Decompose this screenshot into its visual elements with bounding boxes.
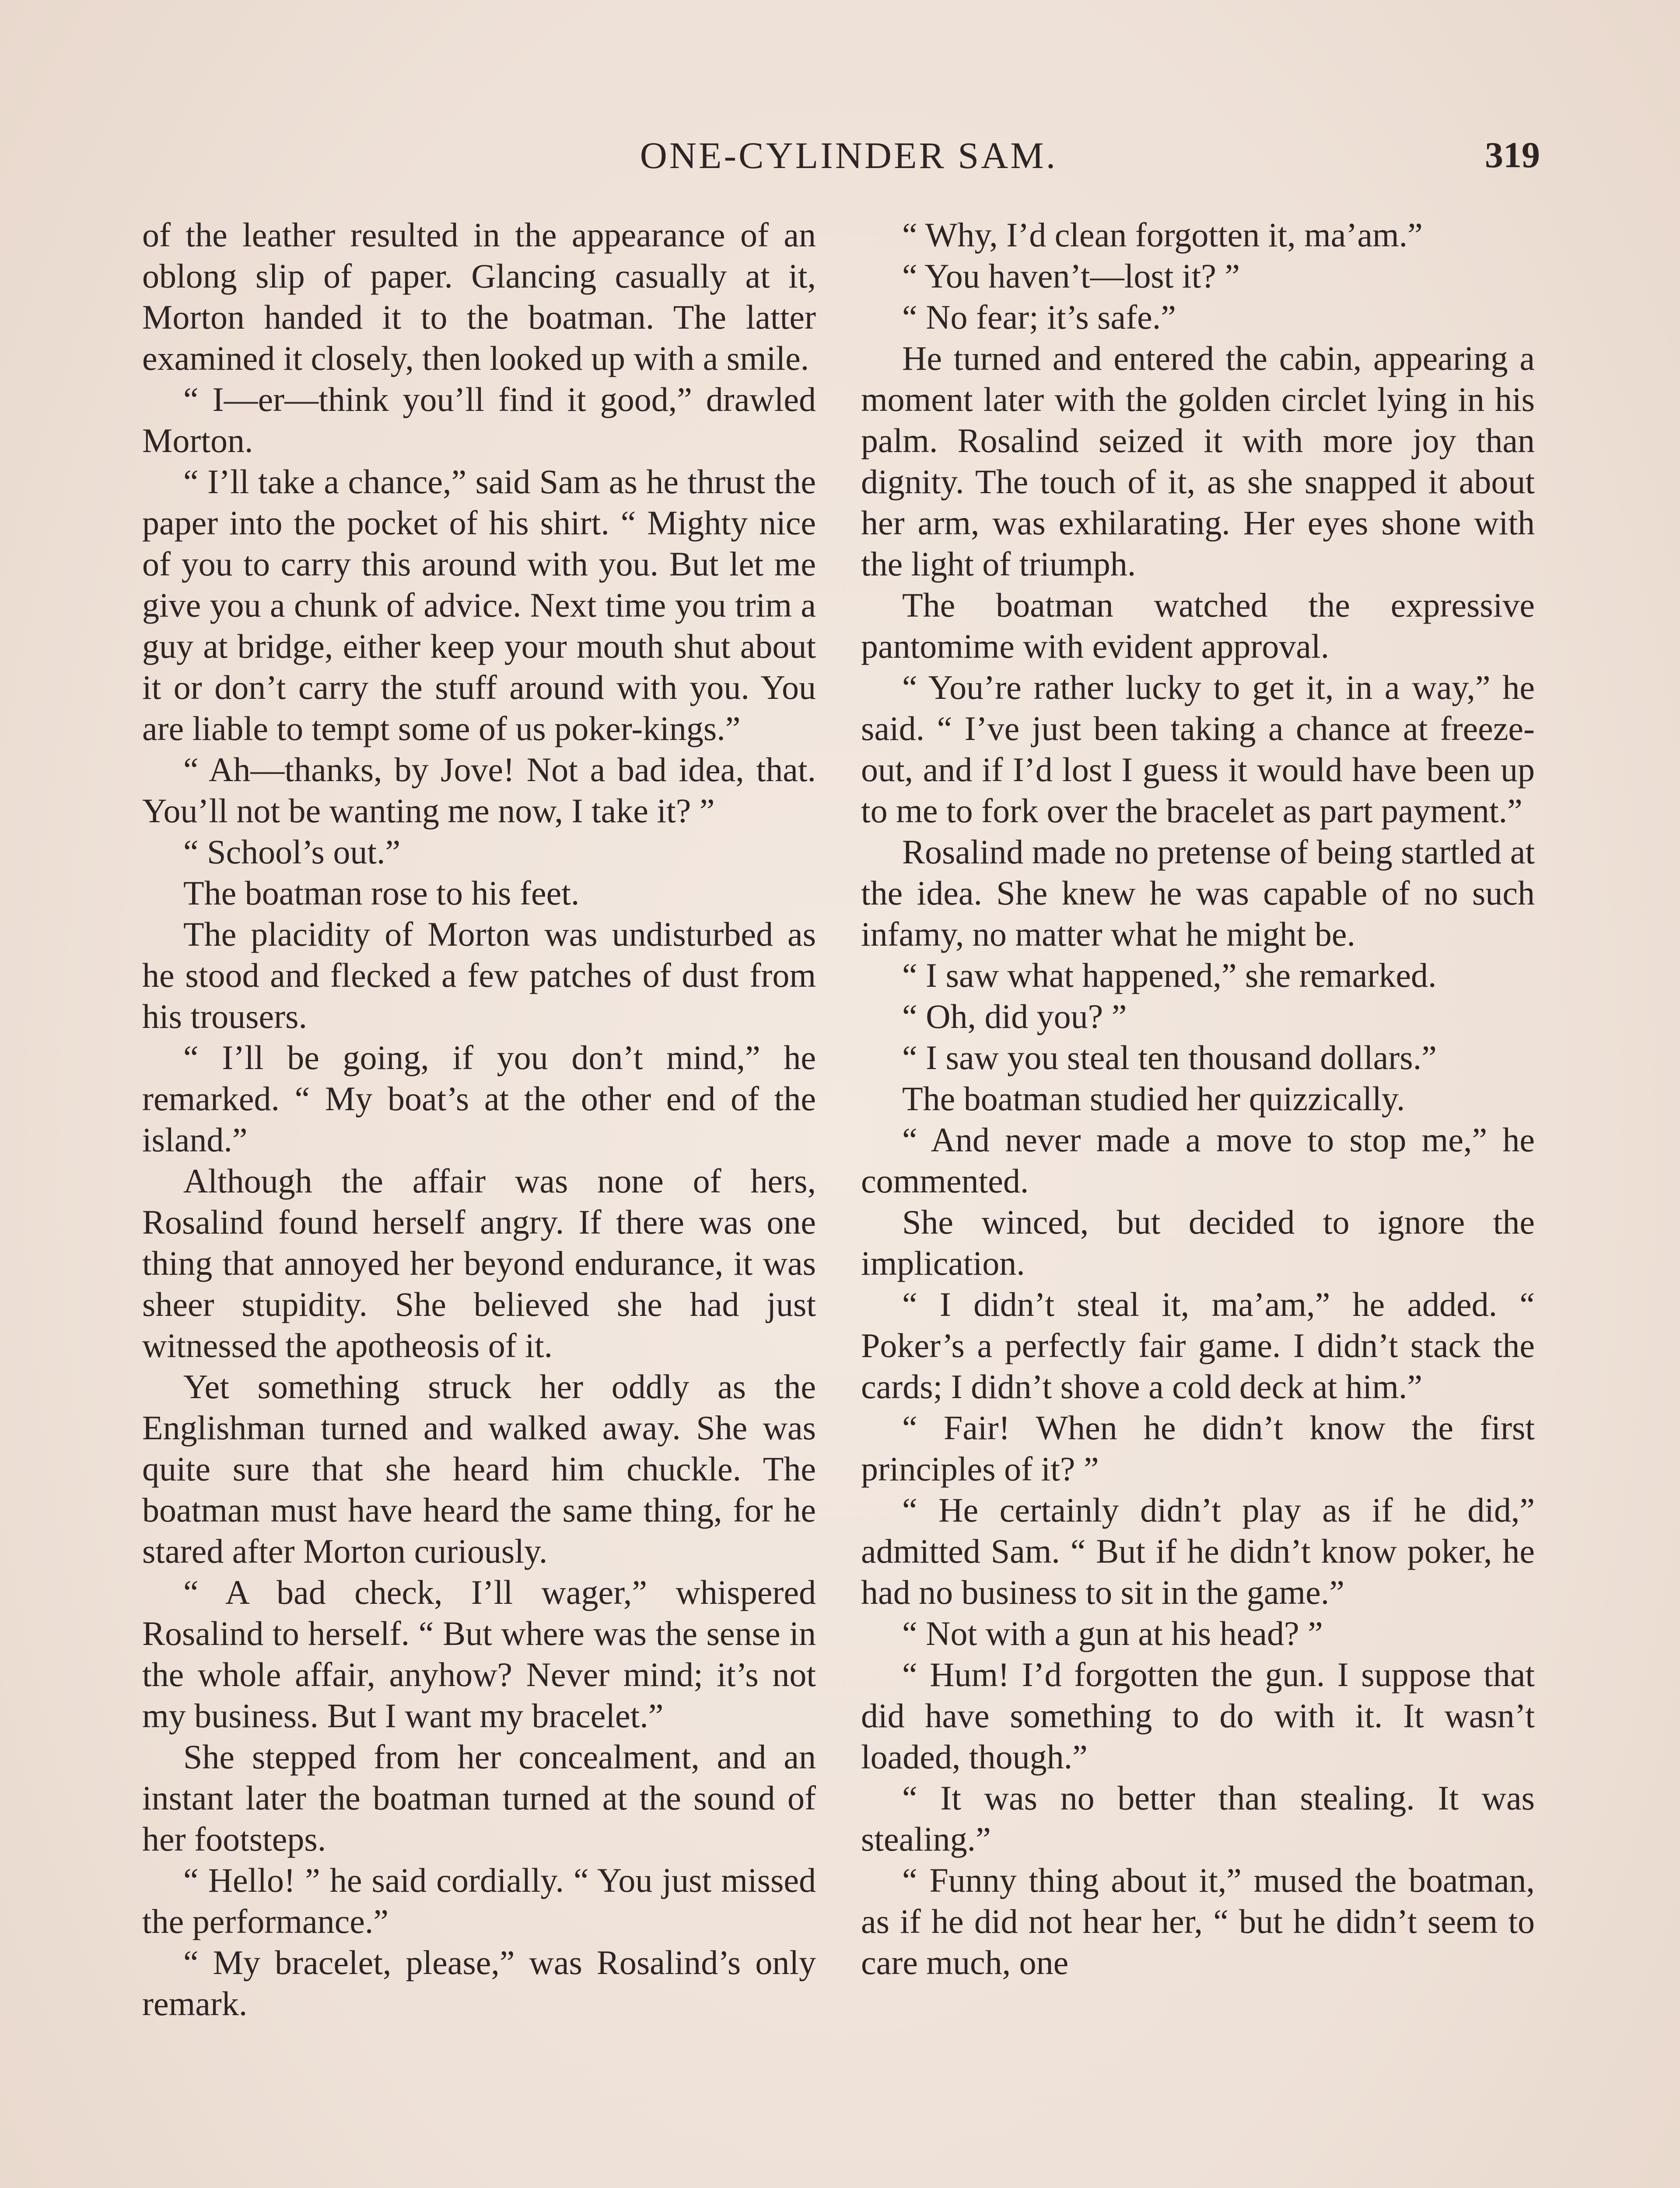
paragraph: “ Hello! ” he said cordially. “ You just missed the performance.” [142, 1861, 816, 1940]
paragraph: The placidity of Morton was undisturbed as he stood and flecked a few patches of dust from his trousers. [142, 915, 816, 1035]
paragraph: “ It was no better than stealing. It was stealing.” [861, 1779, 1535, 1858]
paragraph: “ And never made a move to stop me,” he commented. [861, 1121, 1535, 1200]
paragraph: “ Hum! I’d forgotten the gun. I suppose that did have something to do with it. It wasn’t loaded, though.” [861, 1655, 1535, 1776]
left-column [142, 214, 816, 2188]
paragraph: “ A bad check, I’ll wager,” whispered Rosalind to herself. “ But where was the sense in the whole affair, anyhow? Never mind; it’s not my business. But I want my bracelet.” [142, 1573, 816, 1735]
running-header [0, 131, 1680, 184]
paragraph: “ Fair! When he didn’t know the first principles of it? ” [861, 1409, 1535, 1488]
paragraph: She winced, but decided to ignore the implication. [861, 1203, 1535, 1282]
page-number: 319 [1485, 135, 1540, 175]
paragraph: “ I saw you steal ten thousand dollars.” [902, 1038, 1437, 1076]
paragraph: Rosalind made no pretense of being startled at the idea. She knew he was capable of no such infamy, no matter what he might be. [861, 833, 1535, 953]
paragraph: “ You haven’t—lost it? ” [902, 257, 1240, 295]
paragraph: “ I’ll be going, if you don’t mind,” he remarked. “ My boat’s at the other end of the island.” [142, 1038, 816, 1159]
paragraph: “ He certainly didn’t play as if he did,” admitted Sam. “ But if he didn’t know poker, he had no business to sit in the game.” [861, 1491, 1535, 1611]
paragraph: The boatman rose to his feet. [183, 874, 580, 912]
paragraph: Although the affair was none of hers, Rosalind found herself angry. If there was one thing that annoyed her beyond endurance, it was sheer stupidity. She believed she had just witnessed the apotheosis of it. [142, 1162, 816, 1364]
paragraph: “ My bracelet, please,” was Rosalind’s only remark. [142, 1943, 816, 2023]
right-column [861, 214, 1535, 2188]
paragraph: She stepped from her concealment, and an instant later the boatman turned at the sound of her footsteps. [142, 1738, 816, 1858]
paragraph: “ I didn’t steal it, ma’am,” he added. “ Poker’s a perfectly fair game. I didn’t stack the cards; I didn’t shove a cold deck at him.” [861, 1285, 1535, 1406]
paragraph: The boatman studied her quizzically. [902, 1080, 1405, 1118]
paragraph: “ No fear; it’s safe.” [902, 298, 1176, 336]
paragraph: Yet something struck her oddly as the Englishman turned and walked away. She was quite sure that she heard him chuckle. The boatman must have heard the same thing, for he stared after Morton curiously. [142, 1368, 816, 1570]
paragraph: “ Not with a gun at his head? ” [902, 1614, 1323, 1652]
paragraph: “ Ah—thanks, by Jove! Not a bad idea, that. You’ll not be wanting me now, I take it? ” [142, 750, 816, 830]
paragraph: “ Funny thing about it,” mused the boatman, as if he did not hear her, “ but he didn’t seem to care much, one [861, 1861, 1535, 1981]
running-title: ONE-CYLINDER SAM. [640, 134, 1058, 176]
paragraph: “ School’s out.” [183, 833, 401, 871]
paragraph: “ Why, I’d clean forgotten it, ma’am.” [902, 216, 1423, 254]
paragraph: “ I saw what happened,” she remarked. [902, 956, 1437, 994]
paragraph: “ You’re rather lucky to get it, in a way,” he said. “ I’ve just been taking a chance at freeze-out, and if I’d lost I guess it would have been up to me to fork over the bracelet as part payment.” [861, 668, 1535, 830]
paragraph: “ I’ll take a chance,” said Sam as he thrust the paper into the pocket of his shirt. “ Mighty nice of you to carry this around with you. But let me give you a chunk of advice. Next time you trim a guy at bridge, either keep your mouth shut about it or don’t carry the stuff around with you. You are liable to tempt some of us poker-kings.” [142, 463, 816, 747]
paragraph: “ I—er—think you’ll find it good,” drawled Morton. [142, 380, 816, 459]
paragraph: The boatman watched the expressive pantomime with evident approval. [861, 586, 1535, 665]
paragraph: “ Oh, did you? ” [902, 997, 1127, 1035]
paragraph: of the leather resulted in the appearance of an oblong slip of paper. Glancing casually at it, Morton handed it to the boatman. The latter examined it closely, then looked up with a smile. [142, 216, 816, 377]
paragraph: He turned and entered the cabin, appearing a moment later with the golden circlet lying in his palm. Rosalind seized it with more joy than dignity. The touch of it, as she snapped it about her arm, was exhilarating. Her eyes shone with the light of triumph. [861, 339, 1535, 583]
